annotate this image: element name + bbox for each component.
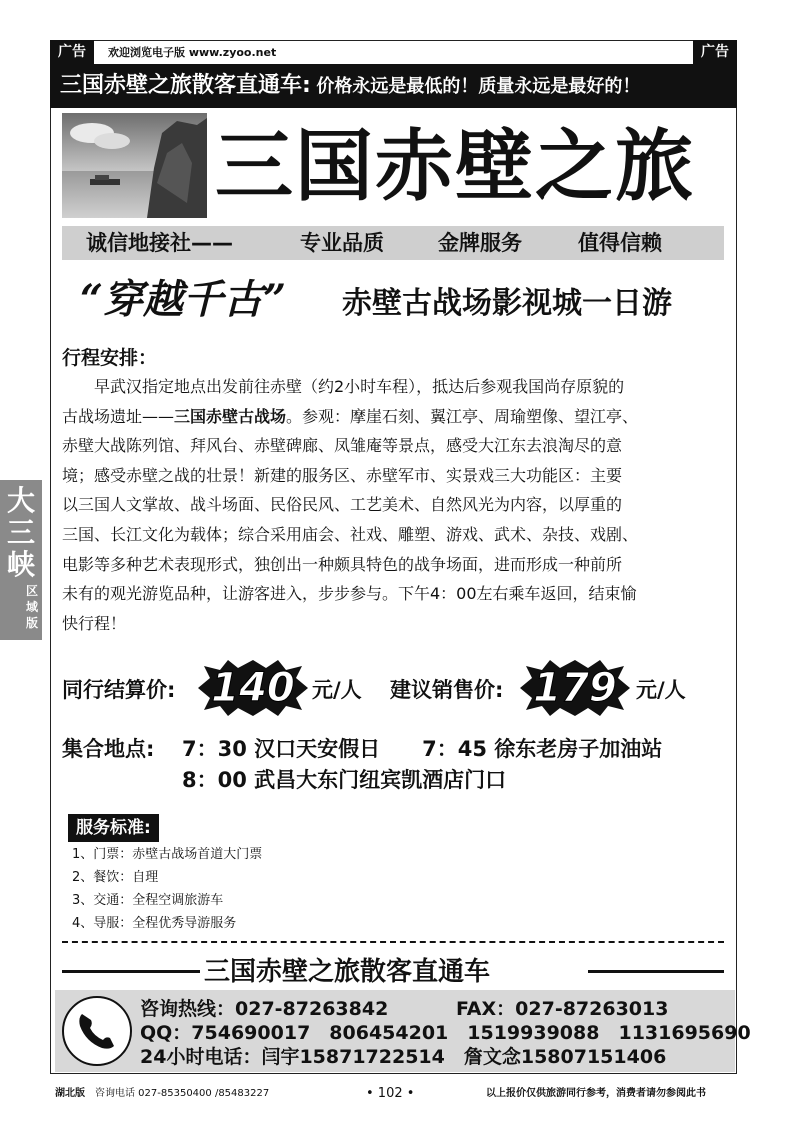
tour-name: 赤壁古战场影视城一日游 [342, 286, 672, 321]
side-small-char: 版 [26, 616, 39, 630]
itinerary-line: 赤壁大战陈列馆、拜风台、赤壁碑廊、凤雏庵等景点，感受大江东去浪淘尽的意 [62, 436, 623, 456]
meeting-line-2: 8：00 武昌大东门纽宾凯酒店门口 [182, 768, 507, 792]
welcome-text: 欢迎浏览电子版 www.zyoo.net [108, 46, 277, 59]
page-number: • 102 • [366, 1086, 415, 1101]
peer-price-value: 140 [211, 665, 295, 711]
peer-price-label: 同行结算价: [62, 678, 176, 702]
itinerary-text [62, 372, 726, 638]
side-char: 峡 [6, 548, 35, 581]
site-name: 三国赤壁古战场 [174, 406, 287, 426]
service-item: 3、交通：全程空调旅游车 [72, 893, 224, 908]
footer-title: 三国赤壁之旅散客直通车 [200, 952, 494, 992]
qq-text: QQ：754690017 806454201 1519939088 1131695690 [140, 1022, 751, 1044]
slogan-item: 专业品质 [300, 231, 384, 255]
slogan-bar [62, 226, 724, 260]
itinerary-line: 早武汉指定地点出发前往赤壁（约2小时车程），抵达后参观我国尚存原貌的 [94, 377, 625, 396]
phone24-text: 24小时电话：闫宇15871722514 詹文念15807151406 [140, 1046, 667, 1068]
cliff-river-photo [62, 113, 207, 218]
disclaimer: 以上报价仅供旅游同行参考，消费者请勿参阅此书 [486, 1088, 706, 1099]
itinerary-line: 以三国人文掌故、战斗场面、民俗民风、工艺美术、自然风光为内容，以厚重的 [62, 495, 623, 515]
slogan-item: 值得信赖 [578, 231, 662, 255]
hotline-text: 咨询热线：027-87263842 [140, 998, 389, 1020]
peer-price-unit: 元/人 [312, 678, 362, 702]
footer-title-rule-left [62, 970, 202, 973]
itinerary-line: 电影等多种艺术表现形式，独创出一种颇具特色的战争场面，进而形成一种前所 [62, 554, 623, 574]
retail-price-unit: 元/人 [636, 678, 686, 702]
slogan-item: 金牌服务 [438, 231, 522, 255]
itinerary-line: 快行程！ [62, 613, 127, 633]
itinerary-line: 三国、长江文化为载体；综合采用庙会、社戏、雕塑、游戏、武术、杂技、戏剧、 [62, 524, 639, 544]
phone-icon [62, 996, 132, 1066]
service-heading: 服务标准: [68, 814, 159, 842]
retail-price-label: 建议销售价: [390, 678, 504, 702]
main-title: 三国赤壁之旅 [215, 122, 696, 212]
meeting-line-1: 7：30 汉口天安假日 7：45 徐东老房子加油站 [182, 737, 663, 761]
dashed-divider [62, 941, 724, 943]
peer-price-burst [198, 660, 308, 716]
edition-label: 湖北版 [55, 1088, 85, 1099]
side-small-char: 区 [26, 584, 39, 598]
side-char: 三 [6, 516, 35, 549]
side-char: 大 [6, 484, 35, 517]
side-small-char: 域 [26, 600, 39, 614]
itinerary-line: 古战场遗址——三国赤壁古战场。参观：摩崖石刻、翼江亭、周瑜塑像、望江亭、 [62, 406, 639, 426]
service-item: 1、门票：赤壁古战场首道大门票 [72, 847, 263, 862]
itinerary-heading: 行程安排： [62, 347, 158, 369]
ad-tag-left: 广告 [50, 40, 94, 64]
retail-price-value: 179 [533, 665, 617, 711]
banner-title: 三国赤壁之旅散客直通车: [60, 73, 311, 98]
itinerary-line: 境；感受赤壁之战的壮景！新建的服务区、赤壁军市、实景戏三大功能区：主要 [62, 465, 623, 485]
slogan-item: 诚信地接社—— [86, 231, 233, 255]
banner-slogan: 价格永远是最低的！质量永远是最好的！ [316, 76, 641, 97]
retail-price-burst [520, 660, 630, 716]
itinerary-line: 未有的观光游览品种，让游客进入，步步参与。下午4：00左右乘车返回，结束愉 [62, 584, 637, 604]
service-item: 4、导服：全程优秀导游服务 [72, 916, 237, 931]
fax-text: FAX：027-87263013 [456, 998, 669, 1020]
ad-tag-right: 广告 [693, 40, 737, 64]
footer-title-rule-right [588, 970, 724, 973]
bottom-phone: 咨询电话 027-85350400 /85483227 [95, 1088, 270, 1099]
tour-quote-title: “穿越千古” [80, 276, 287, 323]
meeting-label: 集合地点: [62, 737, 155, 761]
top-banner [50, 64, 737, 108]
service-item: 2、餐饮：自理 [72, 870, 159, 885]
